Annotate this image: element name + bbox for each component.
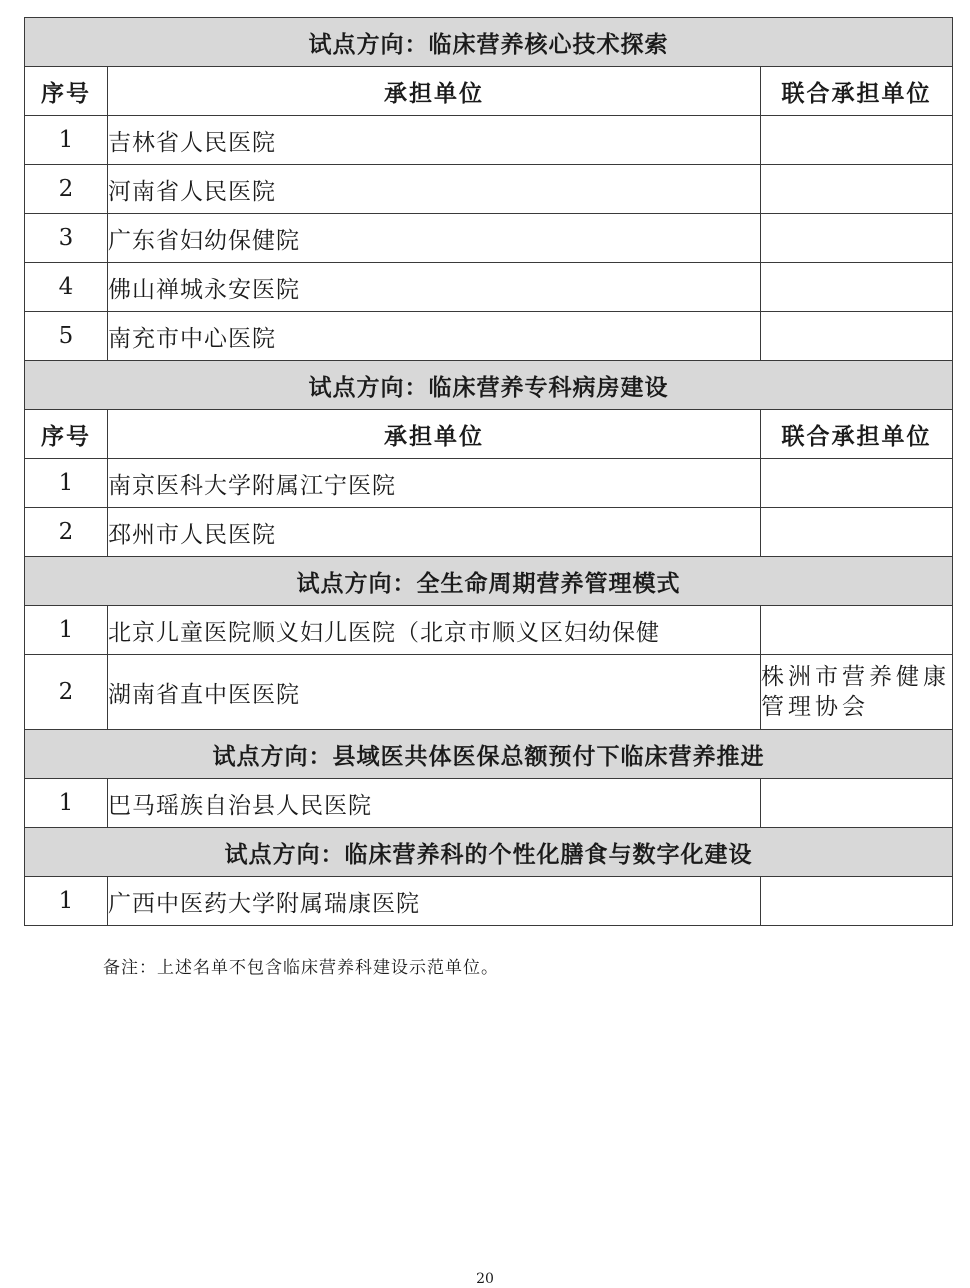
section-title: 试点方向：临床营养专科病房建设 xyxy=(25,361,953,410)
row-unit: 河南省人民医院 xyxy=(108,165,761,214)
row-unit: 北京儿童医院顺义妇儿医院（北京市顺义区妇幼保健 xyxy=(108,606,761,655)
section-row xyxy=(25,18,953,67)
row-seq: 2 xyxy=(25,165,108,214)
section-title: 试点方向：临床营养科的个性化膳食与数字化建设 xyxy=(25,828,953,877)
footnote: 备注：上述名单不包含临床营养科建设示范单位。 xyxy=(103,958,499,978)
row-unit: 邳州市人民医院 xyxy=(108,508,761,557)
table-body xyxy=(25,18,953,926)
page-number: 20 xyxy=(476,1271,494,1287)
section-title: 试点方向：全生命周期营养管理模式 xyxy=(25,557,953,606)
table-row xyxy=(25,655,953,730)
row-joint-unit xyxy=(761,312,953,361)
row-joint-unit xyxy=(761,508,953,557)
section-row xyxy=(25,730,953,779)
row-joint-unit: 株洲市营养健康管理协会 xyxy=(761,655,953,730)
row-seq: 2 xyxy=(25,508,108,557)
section-title: 试点方向：县域医共体医保总额预付下临床营养推进 xyxy=(25,730,953,779)
row-joint-unit xyxy=(761,263,953,312)
row-unit: 南京医科大学附属江宁医院 xyxy=(108,459,761,508)
table-row xyxy=(25,606,953,655)
section-title: 试点方向：临床营养核心技术探索 xyxy=(25,18,953,67)
row-joint-unit xyxy=(761,165,953,214)
section-row xyxy=(25,361,953,410)
table-row xyxy=(25,312,953,361)
row-joint-unit xyxy=(761,779,953,828)
header-joint-unit: 联合承担单位 xyxy=(761,410,953,459)
row-unit: 吉林省人民医院 xyxy=(108,116,761,165)
row-joint-unit xyxy=(761,877,953,926)
row-unit: 南充市中心医院 xyxy=(108,312,761,361)
table-row xyxy=(25,165,953,214)
table-row xyxy=(25,779,953,828)
row-joint-unit xyxy=(761,459,953,508)
row-seq: 5 xyxy=(25,312,108,361)
row-seq: 2 xyxy=(25,655,108,730)
header-row xyxy=(25,67,953,116)
row-seq: 1 xyxy=(25,606,108,655)
row-unit: 湖南省直中医医院 xyxy=(108,655,761,730)
row-unit: 广东省妇幼保健院 xyxy=(108,214,761,263)
row-unit: 佛山禅城永安医院 xyxy=(108,263,761,312)
header-unit: 承担单位 xyxy=(108,67,761,116)
table-row xyxy=(25,459,953,508)
row-seq: 1 xyxy=(25,877,108,926)
header-seq: 序号 xyxy=(25,410,108,459)
row-seq: 1 xyxy=(25,779,108,828)
table-row xyxy=(25,116,953,165)
header-row xyxy=(25,410,953,459)
table-row xyxy=(25,508,953,557)
row-seq: 3 xyxy=(25,214,108,263)
row-joint-unit xyxy=(761,214,953,263)
row-unit: 巴马瑶族自治县人民医院 xyxy=(108,779,761,828)
row-joint-unit xyxy=(761,116,953,165)
table-row xyxy=(25,877,953,926)
header-unit: 承担单位 xyxy=(108,410,761,459)
row-unit: 广西中医药大学附属瑞康医院 xyxy=(108,877,761,926)
header-joint-unit: 联合承担单位 xyxy=(761,67,953,116)
row-seq: 1 xyxy=(25,116,108,165)
table-row xyxy=(25,263,953,312)
row-joint-unit xyxy=(761,606,953,655)
section-row xyxy=(25,828,953,877)
row-seq: 1 xyxy=(25,459,108,508)
table-row xyxy=(25,214,953,263)
pilot-units-table xyxy=(24,17,953,926)
row-seq: 4 xyxy=(25,263,108,312)
header-seq: 序号 xyxy=(25,67,108,116)
section-row xyxy=(25,557,953,606)
